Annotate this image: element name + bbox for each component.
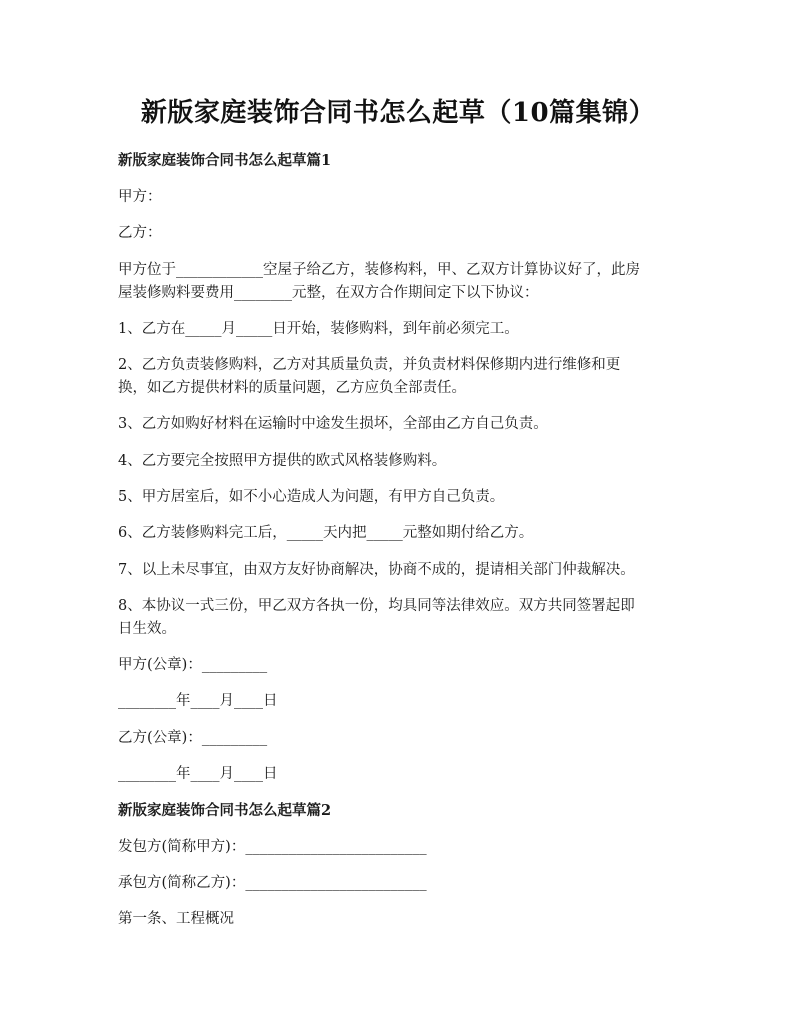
section-1-heading: 新版家庭装饰合同书怎么起草篇1: [118, 152, 332, 169]
clause-3: 3、乙方如购好材料在运输时中途发生损坏，全部由乙方自己负责。: [118, 416, 548, 432]
clause-1: 1、乙方在_____月_____日开始，装修购料，到年前必须完工。: [118, 321, 519, 337]
clause-2-line-1: 2、乙方负责装修购料，乙方对其质量负责，并负责材料保修期内进行维修和更: [118, 357, 621, 373]
section-2-heading: 新版家庭装饰合同书怎么起草篇2: [118, 802, 332, 819]
clause-5: 5、甲方居室后，如不小心造成人为问题，有甲方自己负责。: [118, 489, 505, 505]
clause-2-line-2: 换，如乙方提供材料的质量问题，乙方应负全部责任。: [118, 380, 466, 396]
clause-6: 6、乙方装修购料完工后，_____天内把_____元整如期付给乙方。: [118, 525, 534, 541]
party-b-seal-line: 乙方(公章)：_________: [118, 730, 268, 746]
party-a-date-line: ________年____月____日: [118, 693, 278, 709]
clause-7: 7、以上未尽事宜，由双方友好协商解决，协商不成的，提请相关部门仲裁解决。: [118, 562, 635, 578]
document-title: 新版家庭装饰合同书怎么起草（10篇集锦）: [140, 98, 656, 128]
party-a-label: 甲方：: [118, 189, 162, 205]
intro-paragraph-line-2: 屋装修购料要费用________元整，在双方合作期间定下以下协议：: [118, 285, 539, 301]
clause-8-line-1: 8、本协议一式三份，甲乙双方各执一份，均具同等法律效应。双方共同签署起即: [118, 598, 635, 614]
clause-4: 4、乙方要完全按照甲方提供的欧式风格装修购料。: [118, 453, 447, 469]
intro-paragraph-line-1: 甲方位于____________空屋子给乙方，装修构料，甲、乙双方计算协议好了，此房: [118, 262, 640, 278]
contractor-line: 承包方(简称乙方)：_________________________: [118, 875, 427, 891]
party-b-date-line: ________年____月____日: [118, 766, 278, 782]
party-a-seal-line: 甲方(公章)：_________: [118, 657, 268, 673]
clause-8-line-2: 日生效。: [118, 621, 176, 637]
employer-line: 发包方(简称甲方)：_________________________: [118, 839, 427, 855]
article-1-heading: 第一条、工程概况: [118, 911, 234, 927]
party-b-label: 乙方：: [118, 225, 162, 241]
